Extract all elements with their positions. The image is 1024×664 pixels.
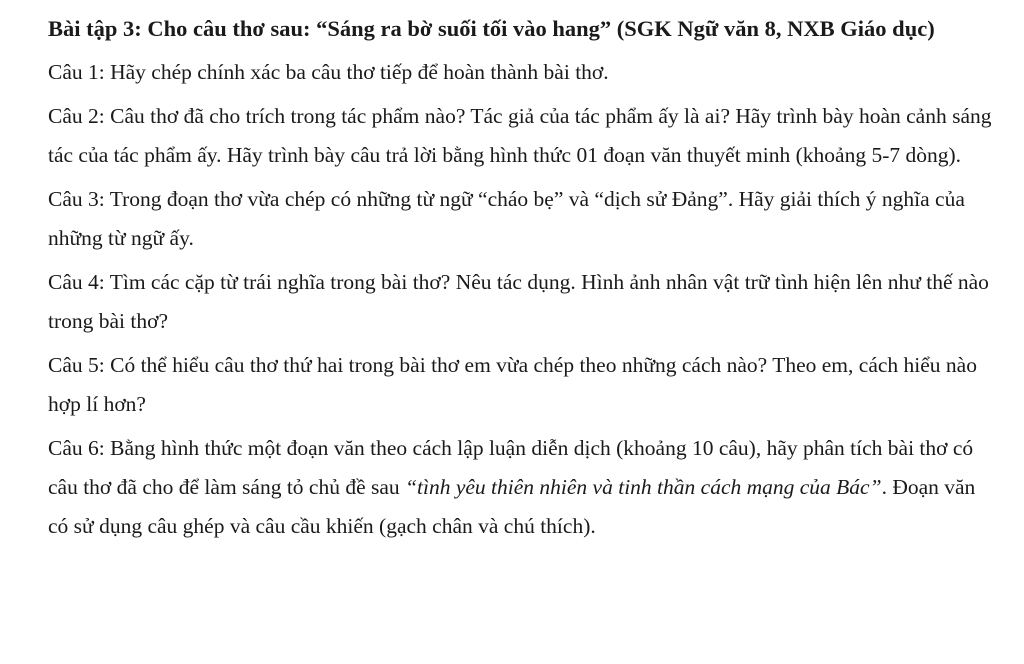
question-6-text-before: Câu 6: Bằng hình thức một đoạn văn theo cách lập luận diễn dịch (khoảng 10 câu), hãy phân tích bài thơ có câu thơ đã cho để làm sáng tỏ chủ đề sau — [48, 436, 974, 499]
question-2: Câu 2: Câu thơ đã cho trích trong tác phẩm nào? Tác giả của tác phẩm ấy là ai? Hãy trình bày hoàn cảnh sáng tác của tác phẩm ấy. Hãy trình bày câu trả lời bằng hình thức 01 đoạn văn thuyết minh (khoảng 5-7 dòng). — [48, 104, 992, 167]
question-6-text-after: . Đoạn văn có sử dụng câu ghép và câu cầu khiến (gạch chân và chú thích). — [48, 475, 976, 538]
question-6 — [48, 429, 1000, 546]
question-4: Câu 4: Tìm các cặp từ trái nghĩa trong bài thơ? Nêu tác dụng. Hình ảnh nhân vật trữ tình hiện lên như thế nào trong bài thơ? — [48, 270, 989, 333]
question-6-italic-topic: “tình yêu thiên nhiên và tinh thần cách mạng của Bác” — [405, 475, 882, 499]
exercise-title: Bài tập 3: Cho câu thơ sau: “Sáng ra bờ suối tối vào hang” (SGK Ngữ văn 8, NXB Giáo dục) — [48, 16, 935, 41]
question-3: Câu 3: Trong đoạn thơ vừa chép có những từ ngữ “cháo bẹ” và “dịch sử Đảng”. Hãy giải thích ý nghĩa của những từ ngữ ấy. — [48, 187, 965, 250]
question-1: Câu 1: Hãy chép chính xác ba câu thơ tiếp để hoàn thành bài thơ. — [48, 60, 609, 84]
question-5: Câu 5: Có thể hiểu câu thơ thứ hai trong bài thơ em vừa chép theo những cách nào? Theo em, cách hiểu nào hợp lí hơn? — [48, 353, 977, 416]
